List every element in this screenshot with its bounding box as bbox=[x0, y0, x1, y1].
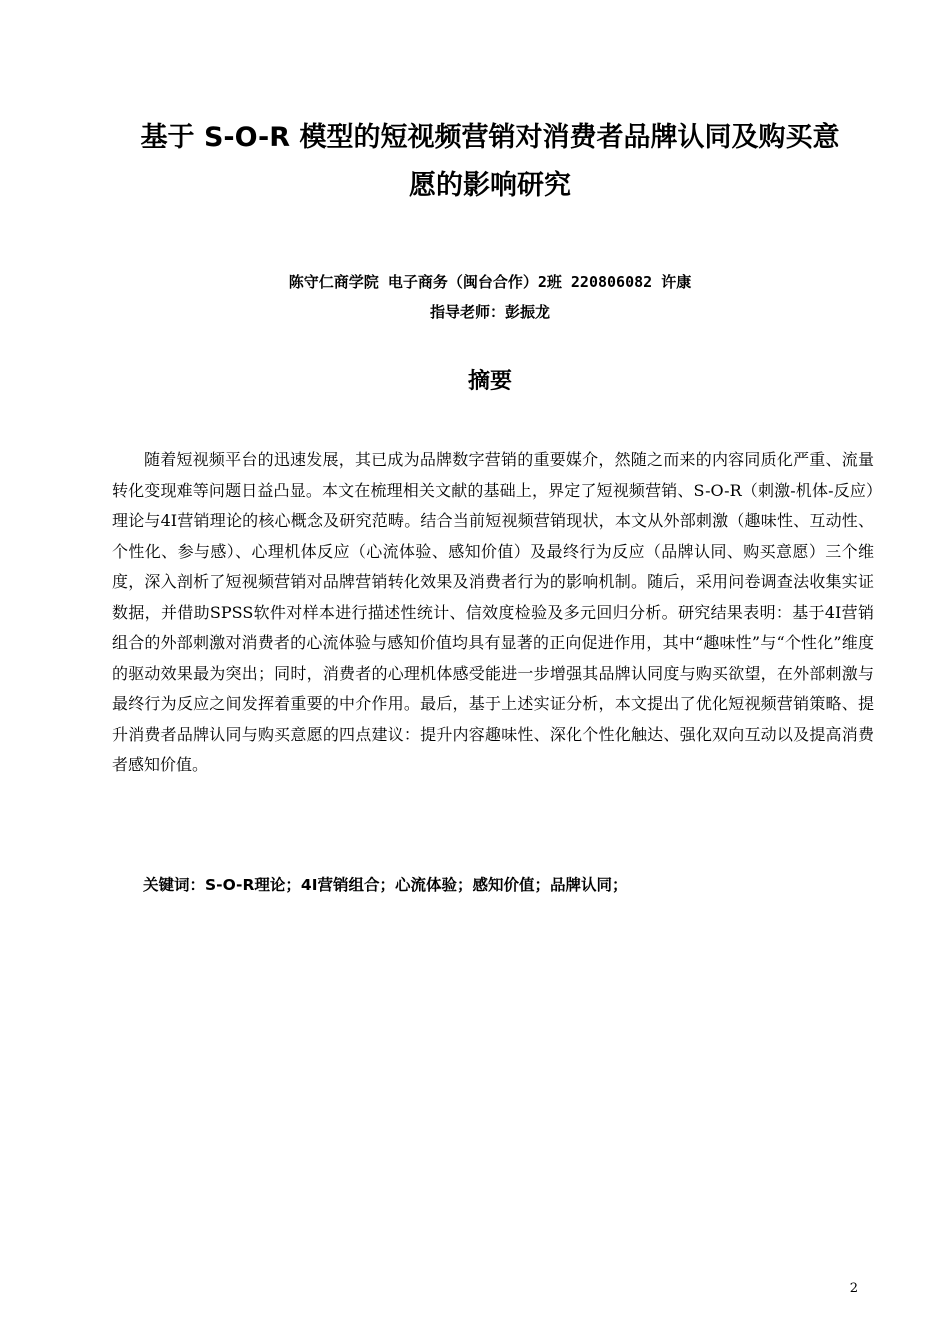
paper-title-line-2: 愿的影响研究 bbox=[409, 170, 571, 201]
advisor-line: 指导老师：彭振龙 bbox=[429, 303, 550, 321]
paper-title-line-1: 基于 S-O-R 模型的短视频营销对消费者品牌认同及购买意 bbox=[140, 122, 840, 153]
page-number: 2 bbox=[849, 1281, 858, 1296]
author-line: 陈守仁商学院 电子商务（闽台合作）2班 220806082 许康 bbox=[288, 273, 692, 291]
keywords-line: 关键词：S-O-R理论；4I营销组合；心流体验；感知价值；品牌认同； bbox=[143, 876, 628, 894]
paper-title bbox=[105, 114, 875, 210]
abstract-heading: 摘要 bbox=[467, 369, 512, 394]
abstract-body: 随着短视频平台的迅速发展，其已成为品牌数字营销的重要媒介，然随之而来的内容同质化严重、流量转化变现难等问题日益凸显。本文在梳理相关文献的基础上，界定了短视频营销、S-O-R（刺激-机体-反应）理论与4I营销理论的核心概念及研究范畴。结合当前短视频营销现状，本文从外部刺激（趣味性、互动性、个性化、参与感）、心理机体反应（心流体验、感知价值）及最终行为反应（品牌认同、购买意愿）三个维度，深入剖析了短视频营销对品牌营销转化效果及消费者行为的影响机制。随后，采用问卷调查法收集实证数据，并借助SPSS软件对样本进行描述性统计、信效度检验及多元回归分析。研究结果表明：基于4I营销组合的外部刺激对消费者的心流体验与感知价值均具有显著的正向促进作用，其中“趣味性”与“个性化”维度的驱动效果最为突出；同时，消费者的心理机体感受能进一步增强其品牌认同度与购买欲望，在外部刺激与最终行为反应之间发挥着重要的中介作用。最后，基于上述实证分析，本文提出了优化短视频营销策略、提升消费者品牌认同与购买意愿的四点建议：提升内容趣味性、深化个性化触达、强化双向互动以及提高消费者感知价值。 bbox=[112, 450, 874, 774]
